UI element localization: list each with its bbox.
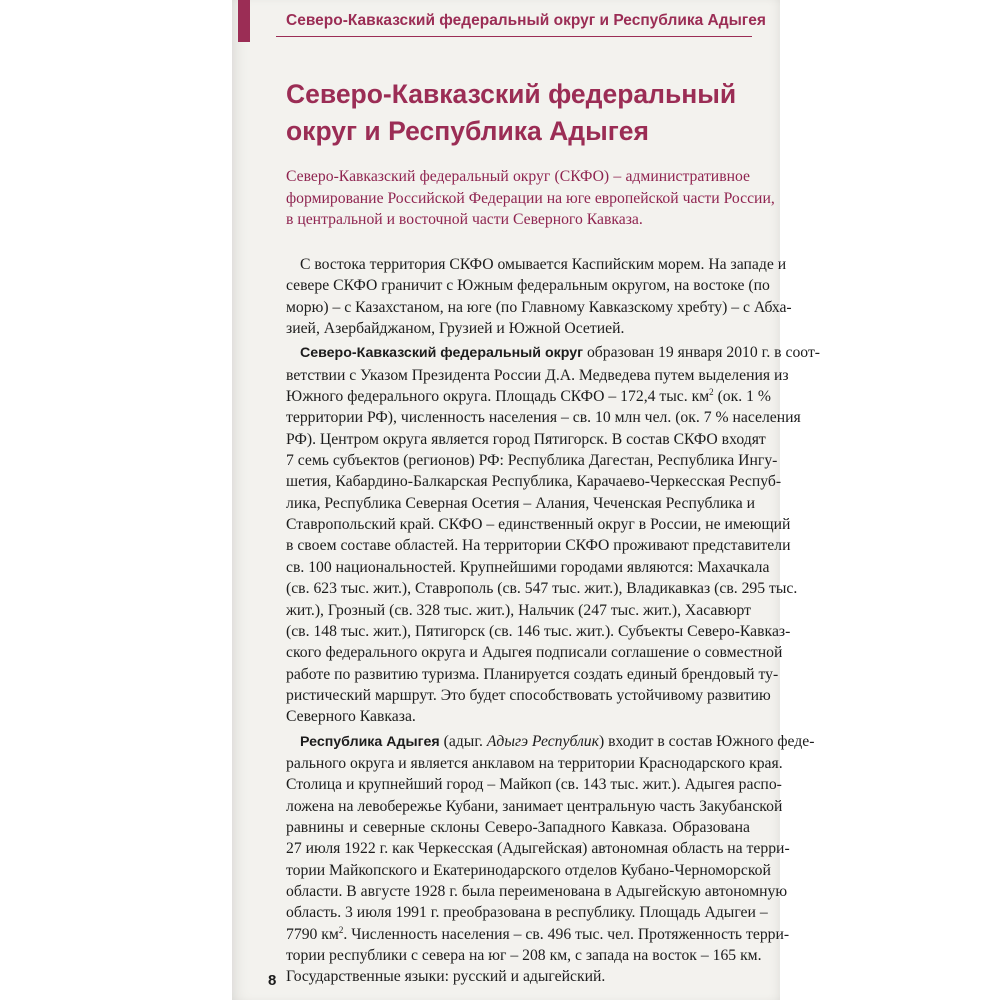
p2-line: территории РФ), численность населения – св. 10 млн чел. (ок. 7 % населения <box>286 409 801 427</box>
p1-line: морю) – с Казахстаном, на юге (по Главному Кавказскому хребту) – с Абха- <box>286 298 792 316</box>
p2-line: св. 100 национальностей. Крупнейшими городами являются: Махачкала <box>286 558 770 576</box>
body-text <box>286 254 821 988</box>
p1-line: севере СКФО граничит с Южным федеральным округом, на востоке (по <box>286 277 770 295</box>
p2-line-with-sup <box>286 386 771 407</box>
chapter-title <box>286 76 756 150</box>
p2-term: Северо-Кавказский федеральный округ <box>300 345 584 362</box>
lead-paragraph <box>286 166 775 231</box>
p2-first-rest: образован 19 января 2010 г. в соот- <box>583 344 821 362</box>
page-number: 8 <box>268 972 277 989</box>
p3-first-a: (адыг. <box>439 732 487 750</box>
p2-line: Ставропольский край. СКФО – единственный округ в России, не имеющий <box>286 516 791 534</box>
p3-term: Республика Адыгея <box>300 733 440 750</box>
p3-line: ложена на левобережье Кубани, занимает центральную часть Закубанской <box>286 797 783 815</box>
p2-line: ветствии с Указом Президента России Д.А. Медведева путем выделения из <box>286 366 789 384</box>
p3-line: равнины и северные склоны Северо-Западного Кавказа. Образована <box>286 818 750 836</box>
p3-first-b: ) входит в состав Южного феде- <box>599 732 815 750</box>
p2-first-line <box>286 342 821 364</box>
p2-line: лика, Республика Северная Осетия – Алания, Чеченская Республика и <box>286 494 755 512</box>
p2-superscript: 2 <box>709 386 714 397</box>
p2-line: 7 семь субъектов (регионов) РФ: Республика Дагестан, Республика Ингу- <box>286 452 778 470</box>
p3-line-text: 7790 км <box>286 925 339 943</box>
p3-line-with-sup <box>286 924 790 945</box>
p3-line-tail: . Численность населения – св. 496 тыс. чел. Протяженность терри- <box>343 925 790 943</box>
chapter-marker-bar <box>238 0 250 42</box>
p2-line: шетия, Кабардино-Балкарская Республика, Карачаево-Черкесская Респуб- <box>286 473 782 491</box>
p2-line: ского федерального округа и Адыгея подписали соглашение о совместной <box>286 644 783 662</box>
p2-line: (св. 623 тыс. жит.), Ставрополь (св. 547 тыс. жит.), Владикавказ (св. 295 тыс. <box>286 580 798 598</box>
p3-line: Столица и крупнейший город – Майкоп (св. 143 тыс. жит.). Адыгея распо- <box>286 776 782 794</box>
p2-line-tail: (ок. 1 % <box>713 388 771 406</box>
chapter-title-line: округ и Республика Адыгея <box>286 116 649 146</box>
lead-line: в центральной и восточной части Северного Кавказа. <box>286 211 643 228</box>
p2-line: в своем составе областей. На территории СКФО проживают представители <box>286 537 791 555</box>
p2-line: ристический маршрут. Это будет способствовать устойчивому развитию <box>286 686 771 704</box>
p1-line: С востока территория СКФО омывается Каспийским морем. На западе и <box>300 256 787 273</box>
p3-line: области. В августе 1928 г. была переименована в Адыгейскую автономную <box>286 882 788 900</box>
chapter-title-line: Северо-Кавказский федеральный <box>286 79 737 109</box>
running-head: Северо-Кавказский федеральный округ и Республика Адыгея <box>286 12 766 29</box>
p3-line: область. 3 июля 1991 г. преобразована в республику. Площадь Адыгеи – <box>286 904 768 922</box>
p3-line: рального округа и является анклавом на территории Краснодарского края. <box>286 754 783 772</box>
p1-line: зией, Азербайджаном, Грузией и Южной Осетией. <box>286 320 625 338</box>
p3-line: тории Майкопского и Екатеринодарского отделов Кубано-Черноморской <box>286 861 771 879</box>
p3-line: Государственные языки: русский и адыгейский. <box>286 968 606 986</box>
p2-line: РФ). Центром округа является город Пятигорск. В состав СКФО входят <box>286 430 766 448</box>
lead-line: формирование Российской Федерации на юге европейской части России, <box>286 189 775 207</box>
p3-line: 27 июля 1922 г. как Черкесская (Адыгейская) автономная область на терри- <box>286 840 790 858</box>
header-rule <box>276 36 752 37</box>
p3-first-italic: Адыгэ Республик <box>486 732 599 750</box>
p3-first-line <box>286 731 815 753</box>
p3-superscript: 2 <box>338 924 344 935</box>
p2-line: (св. 148 тыс. жит.), Пятигорск (св. 146 тыс. жит.). Субъекты Северо-Кавказ- <box>286 622 791 640</box>
p2-line: жит.), Грозный (св. 328 тыс. жит.), Нальчик (247 тыс. жит.), Хасавюрт <box>286 601 751 619</box>
p2-line: работе по развитию туризма. Планируется создать единый брендовый ту- <box>286 665 779 683</box>
p2-line-text: Южного федерального округа. Площадь СКФО – 172,4 тыс. км <box>286 388 710 406</box>
p2-line: Северного Кавказа. <box>286 708 416 726</box>
p3-line: тории республики с севера на юг – 208 км, с запада на восток – 165 км. <box>286 947 762 964</box>
lead-line: Северо-Кавказский федеральный округ (СКФО) – административное <box>286 168 750 185</box>
